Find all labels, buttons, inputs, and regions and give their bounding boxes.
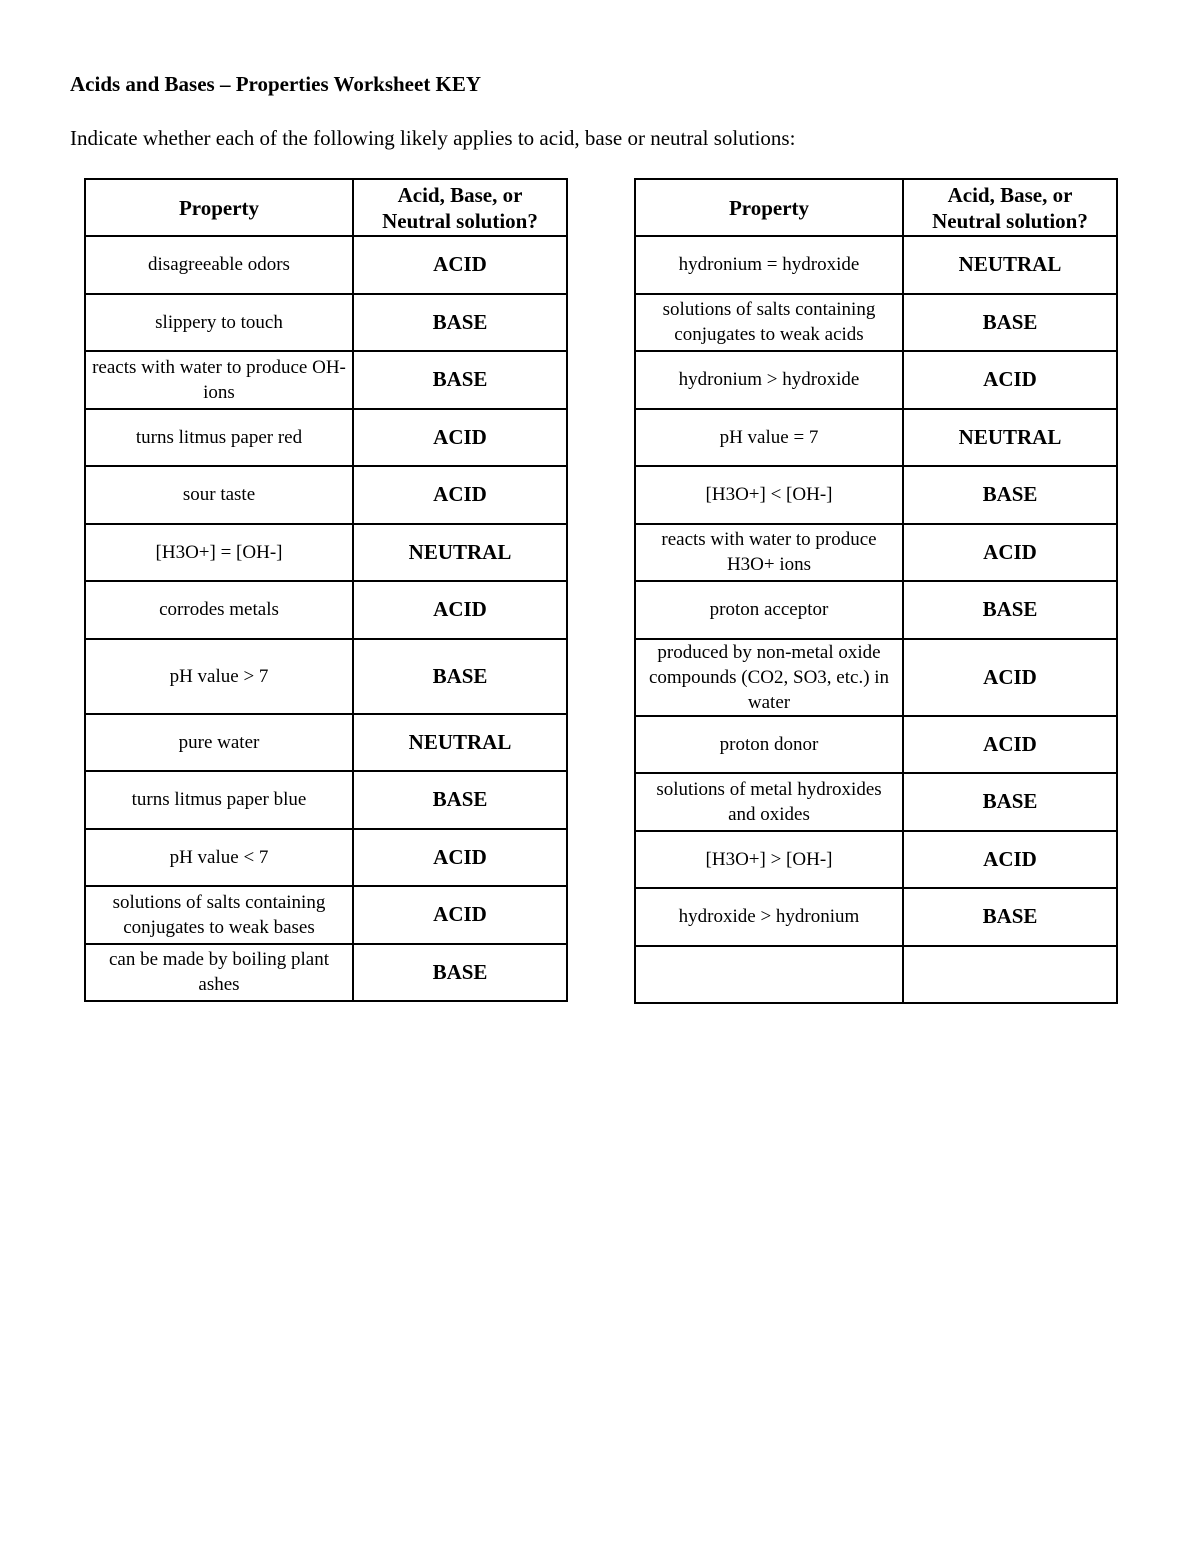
table-row: [85, 409, 567, 467]
table-row: [85, 944, 567, 1002]
property-column-header: Property: [635, 179, 903, 236]
answer-cell: BASE: [353, 944, 567, 1002]
property-cell: turns litmus paper blue: [85, 771, 353, 829]
table-row: [85, 294, 567, 352]
answer-cell: BASE: [353, 771, 567, 829]
table-row: [635, 946, 1117, 1004]
property-cell: pH value = 7: [635, 409, 903, 467]
table-row: [635, 716, 1117, 774]
table-row: [635, 294, 1117, 352]
answer-cell: ACID: [353, 829, 567, 887]
property-cell: solutions of salts containing conjugates to weak acids: [635, 294, 903, 352]
table-row: [635, 524, 1117, 582]
answer-cell: BASE: [903, 581, 1117, 639]
answer-cell: NEUTRAL: [903, 236, 1117, 294]
table-row: [635, 639, 1117, 716]
answer-column-header: [903, 179, 1117, 236]
table-row: [635, 888, 1117, 946]
right-properties-table: [634, 178, 1118, 1004]
answer-cell: BASE: [903, 294, 1117, 352]
table-row: [635, 351, 1117, 409]
answer-cell: ACID: [903, 716, 1117, 774]
property-cell: [635, 946, 903, 1004]
answer-cell: NEUTRAL: [353, 714, 567, 772]
left-properties-table: [84, 178, 568, 1002]
answer-cell: BASE: [353, 639, 567, 714]
property-cell: hydronium > hydroxide: [635, 351, 903, 409]
table-row: [85, 466, 567, 524]
answer-header-line1: Acid, Base, or: [397, 182, 523, 207]
property-cell: can be made by boiling plant ashes: [85, 944, 353, 1002]
property-cell: disagreeable odors: [85, 236, 353, 294]
property-cell: turns litmus paper red: [85, 409, 353, 467]
property-cell: [H3O+] = [OH-]: [85, 524, 353, 582]
property-cell: hydroxide > hydronium: [635, 888, 903, 946]
table-row: [85, 236, 567, 294]
answer-header-line2: Neutral solution?: [382, 208, 538, 233]
answer-column-header: [353, 179, 567, 236]
property-column-header: Property: [85, 179, 353, 236]
answer-header-line2: Neutral solution?: [932, 208, 1088, 233]
table-row: [85, 524, 567, 582]
property-cell: corrodes metals: [85, 581, 353, 639]
property-cell: reacts with water to produce OH- ions: [85, 351, 353, 409]
property-cell: solutions of metal hydroxides and oxides: [635, 773, 903, 831]
answer-cell: BASE: [353, 294, 567, 352]
property-cell: pure water: [85, 714, 353, 772]
property-cell: hydronium = hydroxide: [635, 236, 903, 294]
property-cell: reacts with water to produce H3O+ ions: [635, 524, 903, 582]
worksheet-title: Acids and Bases – Properties Worksheet KEY: [70, 72, 482, 96]
answer-cell: NEUTRAL: [353, 524, 567, 582]
property-cell: proton acceptor: [635, 581, 903, 639]
answer-cell: BASE: [903, 773, 1117, 831]
answer-cell: BASE: [903, 466, 1117, 524]
property-cell: slippery to touch: [85, 294, 353, 352]
answer-cell: [903, 946, 1117, 1004]
table-row: [85, 886, 567, 944]
table-row: [85, 714, 567, 772]
table-row: [635, 773, 1117, 831]
answer-cell: ACID: [903, 524, 1117, 582]
answer-cell: NEUTRAL: [903, 409, 1117, 467]
answer-cell: ACID: [903, 351, 1117, 409]
property-cell: proton donor: [635, 716, 903, 774]
answer-cell: ACID: [353, 236, 567, 294]
property-cell: solutions of salts containing conjugates to weak bases: [85, 886, 353, 944]
worksheet-instructions: Indicate whether each of the following likely applies to acid, base or neutral solutions:: [70, 126, 796, 150]
property-cell: sour taste: [85, 466, 353, 524]
table-row: [85, 581, 567, 639]
answer-cell: ACID: [353, 466, 567, 524]
table-row: [635, 409, 1117, 467]
property-cell: [H3O+] > [OH-]: [635, 831, 903, 889]
answer-header-line1: Acid, Base, or: [947, 182, 1073, 207]
answer-cell: ACID: [353, 409, 567, 467]
answer-cell: BASE: [903, 888, 1117, 946]
property-cell: pH value < 7: [85, 829, 353, 887]
table-row: [85, 771, 567, 829]
answer-cell: ACID: [903, 639, 1117, 716]
answer-cell: ACID: [353, 886, 567, 944]
table-row: [635, 466, 1117, 524]
property-cell: produced by non-metal oxide compounds (CO2, SO3, etc.) in water: [635, 639, 903, 716]
table-row: [85, 639, 567, 714]
table-header-row: [85, 179, 567, 236]
answer-cell: ACID: [353, 581, 567, 639]
table-row: [85, 829, 567, 887]
table-row: [635, 236, 1117, 294]
property-cell: pH value > 7: [85, 639, 353, 714]
property-cell: [H3O+] < [OH-]: [635, 466, 903, 524]
table-header-row: [635, 179, 1117, 236]
table-row: [635, 831, 1117, 889]
table-row: [635, 581, 1117, 639]
table-row: [85, 351, 567, 409]
answer-cell: ACID: [903, 831, 1117, 889]
answer-cell: BASE: [353, 351, 567, 409]
